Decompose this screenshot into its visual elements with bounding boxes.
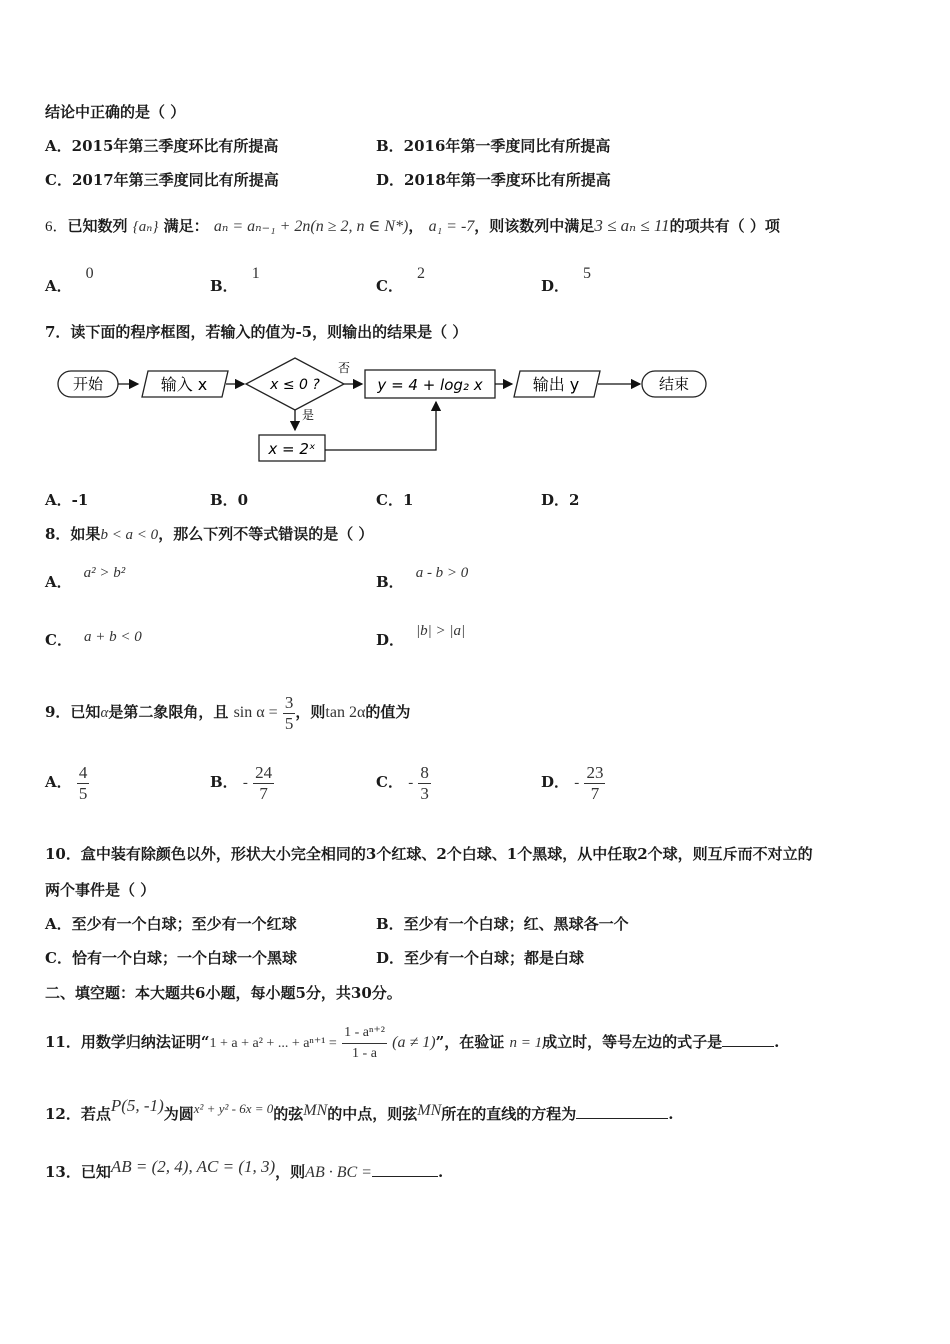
q8-option-c: C． a + b < 0 xyxy=(45,629,142,649)
q9-option-a-fraction: $\frac{4}{5}$ xyxy=(78,762,88,803)
q13-vectors: AB = (2, 4), AC = (1, 3) xyxy=(110,1157,276,1176)
flow-end-label: 结束 xyxy=(658,375,690,393)
q8-option-c-value: a + b < 0 xyxy=(83,629,142,645)
q12-circle: x² + y² - 6x = 0 xyxy=(193,1101,274,1116)
q11-text-4: . xyxy=(774,1033,780,1051)
q11-text-1: 11．用数学归纳法证明“ xyxy=(45,1033,210,1051)
q13-text-1: 13．已知 xyxy=(45,1163,111,1181)
q11-stem xyxy=(45,1020,779,1066)
q6-text-5: 的项共有（ ）项 xyxy=(669,217,780,235)
flow-decision-label: x ≤ 0 ? xyxy=(270,377,320,393)
q8-option-a-value: a² > b² xyxy=(83,565,126,581)
q11-text-2: ”，在验证 xyxy=(435,1033,505,1051)
q12-chord-2: MN xyxy=(417,1102,442,1119)
q8-option-a: A． a² > b² xyxy=(45,565,126,591)
q5-option-a: A．2015年第三季度环比有所提高 xyxy=(45,137,279,155)
flow-process-label: y = 4 + log₂ x xyxy=(377,376,483,394)
q5-stem: 结论中正确的是（ ） xyxy=(45,103,186,121)
q6-range: 3 ≤ aₙ ≤ 11 xyxy=(594,216,670,235)
q13-dot-product: AB · BC = xyxy=(305,1164,372,1181)
q6-sequence: {aₙ} xyxy=(132,219,159,235)
q13-text-3: . xyxy=(437,1163,444,1181)
q8-option-d-value: |b| > |a| xyxy=(416,623,466,639)
q8-option-b-value: a - b > 0 xyxy=(415,565,469,581)
q11-condition: (a ≠ 1) xyxy=(392,1034,436,1051)
q11-fraction: $\frac{\text{1 - aⁿ⁺²}}{1 - a}$ xyxy=(344,1024,385,1061)
q9-option-c: C． - $\frac{8}{3}$ xyxy=(376,762,429,803)
q10-option-d: D．至少有一个白球；都是白球 xyxy=(376,949,585,967)
q8-option-d: D． |b| > |a| xyxy=(376,623,466,649)
q6-option-d-value: 5 xyxy=(583,265,592,282)
q10-stem-line-1: 10．盒中装有除颜色以外，形状大小完全相同的3个红球、2个白球、1个黑球，从中任取2个球，则互斥而不对立的 xyxy=(45,845,813,863)
q11-n-equals-1: n = 1 xyxy=(509,1035,543,1051)
q13-text-2: ，则 xyxy=(275,1163,306,1181)
q7-option-a: A．-1 xyxy=(45,491,89,509)
q7-option-c: C．1 xyxy=(376,491,414,509)
q12-answer-blank[interactable] xyxy=(576,1118,668,1119)
q5-option-b: B．2016年第一季度同比有所提高 xyxy=(376,137,611,155)
q12-text-2: 为圆 xyxy=(163,1105,194,1123)
q6-option-a: A．0 xyxy=(45,265,94,295)
q12-stem xyxy=(45,1096,674,1125)
q9-sin: sin α = xyxy=(233,704,278,721)
q9-option-b-fraction: $\frac{24}{7}$ xyxy=(255,762,273,803)
q6-recurrence: aₙ = aₙ₋₁ + 2n(n ≥ 2, n ∈ N*) xyxy=(213,218,409,235)
q6-text-2: 满足： xyxy=(163,217,209,235)
q6-text-1: 已知数列 xyxy=(67,217,128,235)
flow-start-label: 开始 xyxy=(72,375,104,393)
q6-option-b: B．1 xyxy=(210,265,260,295)
q9-alpha: α xyxy=(100,705,109,721)
q9-text-4: 的值为 xyxy=(365,703,411,721)
q13-answer-blank[interactable] xyxy=(372,1176,438,1177)
q13-stem xyxy=(45,1157,444,1183)
q9-text-1: 9．已知 xyxy=(45,703,101,721)
q8-condition: b < a < 0 xyxy=(100,527,159,543)
q7-option-d: D．2 xyxy=(541,491,580,509)
q9-option-b: B． - $\frac{24}{7}$ xyxy=(210,762,273,803)
q9-option-a: A． $\frac{4}{5}$ xyxy=(45,762,88,803)
flow-yes-label: 是 xyxy=(302,408,315,422)
q11-answer-blank[interactable] xyxy=(722,1046,774,1047)
q11-lhs: 1 + a + a² + ... + aⁿ⁺¹ = xyxy=(209,1036,337,1051)
q9-sin-fraction: $\frac{3}{5}$ xyxy=(284,692,294,733)
q5-option-d: D．2018年第一季度环比有所提高 xyxy=(376,171,611,189)
q5-option-c: C．2017年第三季度同比有所提高 xyxy=(45,171,279,189)
section-heading: 二、填空题：本大题共6小题，每小题5分，共30分。 xyxy=(45,984,402,1002)
q6-stem xyxy=(45,216,780,237)
flow-input-label: 输入 x xyxy=(160,375,208,394)
q7-option-b: B．0 xyxy=(210,491,249,509)
q8-text-1: 8．如果 xyxy=(45,525,101,543)
q6-number: 6． xyxy=(45,219,68,235)
q12-text-5: 所在的直线的方程为 xyxy=(441,1105,577,1123)
q6-option-a-value: 0 xyxy=(85,265,94,282)
q8-option-b: B． a - b > 0 xyxy=(376,565,469,591)
q6-option-c: C．2 xyxy=(376,265,425,295)
flow-no-label: 否 xyxy=(338,361,351,375)
q6-first-term: a₁ = -7 xyxy=(428,218,475,235)
flow-output-label: 输出 y xyxy=(532,375,580,394)
q12-chord: MN xyxy=(303,1102,328,1119)
q11-text-3: 成立时，等号左边的式子是 xyxy=(542,1033,723,1051)
q12-text-4: 的中点，则弦 xyxy=(327,1105,418,1123)
q9-option-c-fraction: $\frac{8}{3}$ xyxy=(420,762,429,803)
q10-option-b: B．至少有一个白球；红、黑球各一个 xyxy=(376,915,629,933)
q9-option-d: D． - $\frac{23}{7}$ xyxy=(541,762,604,803)
q9-text-3: ，则 xyxy=(295,703,326,721)
q10-option-c: C．恰有一个白球；一个白球一个黑球 xyxy=(45,949,297,967)
q9-option-d-fraction: $\frac{23}{7}$ xyxy=(586,762,604,803)
q9-text-2: 是第二象限角，且 xyxy=(108,703,229,721)
q6-option-d: D．5 xyxy=(541,265,592,295)
q9-stem xyxy=(45,690,410,735)
q6-option-b-value: 1 xyxy=(251,265,260,282)
q8-stem xyxy=(45,524,373,545)
q12-text-3: 的弦 xyxy=(273,1105,304,1123)
q12-point: P(5, -1) xyxy=(110,1096,164,1115)
q7-stem: 7．读下面的程序框图，若输入的值为-5，则输出的结果是（ ） xyxy=(45,323,468,341)
q10-stem-line-2: 两个事件是（ ） xyxy=(45,881,156,899)
flow-assign-label: x = 2ˣ xyxy=(268,440,316,458)
q12-text-6: . xyxy=(668,1105,674,1123)
q10-option-a: A．至少有一个白球；至少有一个红球 xyxy=(45,915,297,933)
q9-tan: tan 2α xyxy=(325,704,366,721)
q12-text-1: 12．若点 xyxy=(45,1105,111,1123)
q6-text-3: ， xyxy=(408,217,424,235)
q8-text-2: ，那么下列不等式错误的是（ ） xyxy=(158,525,374,543)
q6-option-c-value: 2 xyxy=(416,265,425,282)
q7-flowchart xyxy=(50,355,720,467)
q6-text-4: ，则该数列中满足 xyxy=(474,217,595,235)
